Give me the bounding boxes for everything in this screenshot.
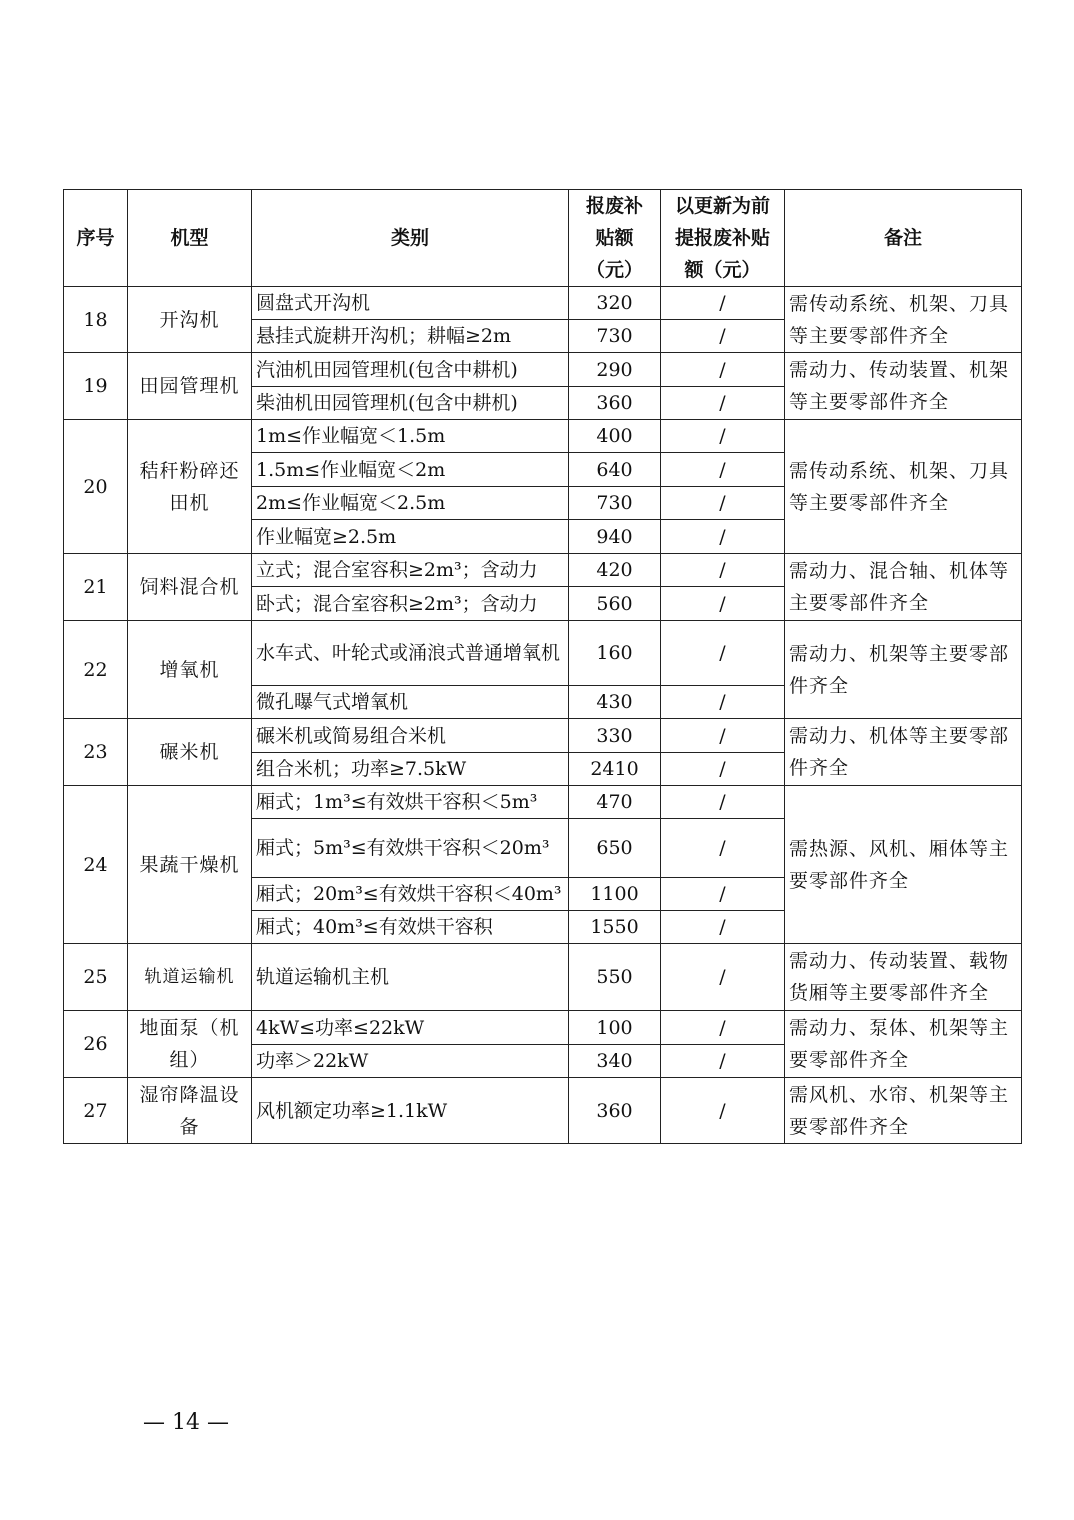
category-cell: 微孔曝气式增氧机 — [252, 686, 569, 719]
category-cell: 厢式；40m³≤有效烘干容积 — [252, 911, 569, 944]
renewal-subsidy-cell: / — [661, 786, 785, 819]
header-renew — [661, 190, 785, 287]
renewal-subsidy-cell: / — [661, 287, 785, 320]
renewal-subsidy-cell: / — [661, 911, 785, 944]
renewal-subsidy-cell: / — [661, 1011, 785, 1045]
subsidy-cell: 640 — [569, 453, 661, 487]
subsidy-cell: 940 — [569, 520, 661, 554]
machine-model: 增氧机 — [128, 621, 252, 719]
machine-model: 碾米机 — [128, 719, 252, 786]
renewal-subsidy-cell: / — [661, 621, 785, 686]
row-number: 22 — [64, 621, 128, 719]
header-category: 类别 — [252, 190, 569, 287]
category-cell: 2m≤作业幅宽＜2.5m — [252, 487, 569, 520]
note-cell: 需动力、泵体、机架等主要零部件齐全 — [785, 1011, 1022, 1078]
row-number: 26 — [64, 1011, 128, 1078]
subsidy-cell: 430 — [569, 686, 661, 719]
renewal-subsidy-cell: / — [661, 453, 785, 487]
machine-model: 秸秆粉碎还田机 — [128, 420, 252, 554]
header-subsidy-line3: （元） — [585, 259, 643, 281]
table-row — [64, 1011, 1022, 1045]
row-number: 23 — [64, 719, 128, 786]
category-cell: 柴油机田园管理机(包含中耕机) — [252, 387, 569, 420]
subsidy-cell: 360 — [569, 1078, 661, 1144]
category-cell: 4kW≤功率≤22kW — [252, 1011, 569, 1045]
row-number: 18 — [64, 287, 128, 353]
subsidy-cell: 160 — [569, 621, 661, 686]
row-number: 24 — [64, 786, 128, 944]
subsidy-cell: 730 — [569, 320, 661, 353]
note-cell: 需传动系统、机架、刀具等主要零部件齐全 — [785, 287, 1022, 353]
category-cell: 悬挂式旋耕开沟机；耕幅≥2m — [252, 320, 569, 353]
row-number: 27 — [64, 1078, 128, 1144]
header-subsidy — [569, 190, 661, 287]
note-cell: 需风机、水帘、机架等主要零部件齐全 — [785, 1078, 1022, 1144]
subsidy-cell: 290 — [569, 353, 661, 387]
category-cell: 厢式；1m³≤有效烘干容积＜5m³ — [252, 786, 569, 819]
table-row — [64, 621, 1022, 686]
category-cell: 碾米机或简易组合米机 — [252, 719, 569, 753]
table-row — [64, 287, 1022, 320]
renewal-subsidy-cell: / — [661, 487, 785, 520]
category-cell: 功率＞22kW — [252, 1045, 569, 1078]
table-row — [64, 554, 1022, 587]
subsidy-cell: 2410 — [569, 753, 661, 786]
renewal-subsidy-cell: / — [661, 819, 785, 878]
subsidy-cell: 400 — [569, 420, 661, 453]
page-number: — 14 — — [143, 1410, 229, 1435]
table-row — [64, 353, 1022, 387]
subsidy-cell: 1550 — [569, 911, 661, 944]
renewal-subsidy-cell: / — [661, 753, 785, 786]
renewal-subsidy-cell: / — [661, 878, 785, 911]
subsidy-cell: 560 — [569, 587, 661, 621]
table-row — [64, 1078, 1022, 1144]
category-cell: 圆盘式开沟机 — [252, 287, 569, 320]
row-number: 19 — [64, 353, 128, 420]
category-cell: 1m≤作业幅宽＜1.5m — [252, 420, 569, 453]
renewal-subsidy-cell: / — [661, 387, 785, 420]
category-cell: 厢式；5m³≤有效烘干容积＜20m³ — [252, 819, 569, 878]
renewal-subsidy-cell: / — [661, 944, 785, 1011]
renewal-subsidy-cell: / — [661, 587, 785, 621]
machine-model: 果蔬干燥机 — [128, 786, 252, 944]
subsidy-cell: 650 — [569, 819, 661, 878]
renewal-subsidy-cell: / — [661, 719, 785, 753]
renewal-subsidy-cell: / — [661, 353, 785, 387]
renewal-subsidy-cell: / — [661, 1045, 785, 1078]
renewal-subsidy-cell: / — [661, 520, 785, 554]
note-cell: 需动力、传动装置、机架等主要零部件齐全 — [785, 353, 1022, 420]
note-cell: 需动力、混合轴、机体等主要零部件齐全 — [785, 554, 1022, 621]
header-renew-line3: 额（元） — [684, 259, 761, 281]
row-number: 21 — [64, 554, 128, 621]
category-cell: 组合米机；功率≥7.5kW — [252, 753, 569, 786]
row-number: 25 — [64, 944, 128, 1011]
renewal-subsidy-cell: / — [661, 1078, 785, 1144]
table-row — [64, 420, 1022, 453]
note-cell: 需动力、机体等主要零部件齐全 — [785, 719, 1022, 786]
machine-model: 饲料混合机 — [128, 554, 252, 621]
renewal-subsidy-cell: / — [661, 420, 785, 453]
header-subsidy-line1: 报废补 — [585, 195, 643, 217]
category-cell: 立式；混合室容积≥2m³；含动力 — [252, 554, 569, 587]
category-cell: 厢式；20m³≤有效烘干容积＜40m³ — [252, 878, 569, 911]
header-model: 机型 — [128, 190, 252, 287]
machine-model: 田园管理机 — [128, 353, 252, 420]
category-cell: 1.5m≤作业幅宽＜2m — [252, 453, 569, 487]
subsidy-cell: 360 — [569, 387, 661, 420]
subsidy-cell: 730 — [569, 487, 661, 520]
renewal-subsidy-cell: / — [661, 686, 785, 719]
note-cell: 需传动系统、机架、刀具等主要零部件齐全 — [785, 420, 1022, 554]
renewal-subsidy-cell: / — [661, 320, 785, 353]
note-cell: 需动力、传动装置、载物货厢等主要零部件齐全 — [785, 944, 1022, 1011]
header-subsidy-line2: 贴额 — [595, 227, 634, 249]
category-cell: 卧式；混合室容积≥2m³；含动力 — [252, 587, 569, 621]
note-cell: 需动力、机架等主要零部件齐全 — [785, 621, 1022, 719]
header-renew-line2: 提报废补贴 — [674, 227, 770, 249]
table-row — [64, 944, 1022, 1011]
renewal-subsidy-cell: / — [661, 554, 785, 587]
category-cell: 作业幅宽≥2.5m — [252, 520, 569, 554]
table-body — [64, 287, 1022, 1144]
category-cell: 轨道运输机主机 — [252, 944, 569, 1011]
subsidy-cell: 1100 — [569, 878, 661, 911]
subsidy-cell: 330 — [569, 719, 661, 753]
header-no: 序号 — [64, 190, 128, 287]
subsidy-cell: 340 — [569, 1045, 661, 1078]
table-row — [64, 719, 1022, 753]
subsidy-cell: 100 — [569, 1011, 661, 1045]
table-row — [64, 786, 1022, 819]
machine-model: 开沟机 — [128, 287, 252, 353]
machine-model: 湿帘降温设备 — [128, 1078, 252, 1144]
subsidy-cell: 470 — [569, 786, 661, 819]
machine-model: 地面泵（机组） — [128, 1011, 252, 1078]
machine-model: 轨道运输机 — [128, 944, 252, 1011]
subsidy-cell: 320 — [569, 287, 661, 320]
header-renew-line1: 以更新为前 — [674, 195, 770, 217]
header-row — [64, 190, 1022, 287]
row-number: 20 — [64, 420, 128, 554]
category-cell: 汽油机田园管理机(包含中耕机) — [252, 353, 569, 387]
note-cell: 需热源、风机、厢体等主要零部件齐全 — [785, 786, 1022, 944]
category-cell: 水车式、叶轮式或涌浪式普通增氧机 — [252, 621, 569, 686]
subsidy-table — [63, 189, 1022, 1144]
subsidy-cell: 550 — [569, 944, 661, 1011]
category-cell: 风机额定功率≥1.1kW — [252, 1078, 569, 1144]
header-note: 备注 — [785, 190, 1022, 287]
subsidy-cell: 420 — [569, 554, 661, 587]
